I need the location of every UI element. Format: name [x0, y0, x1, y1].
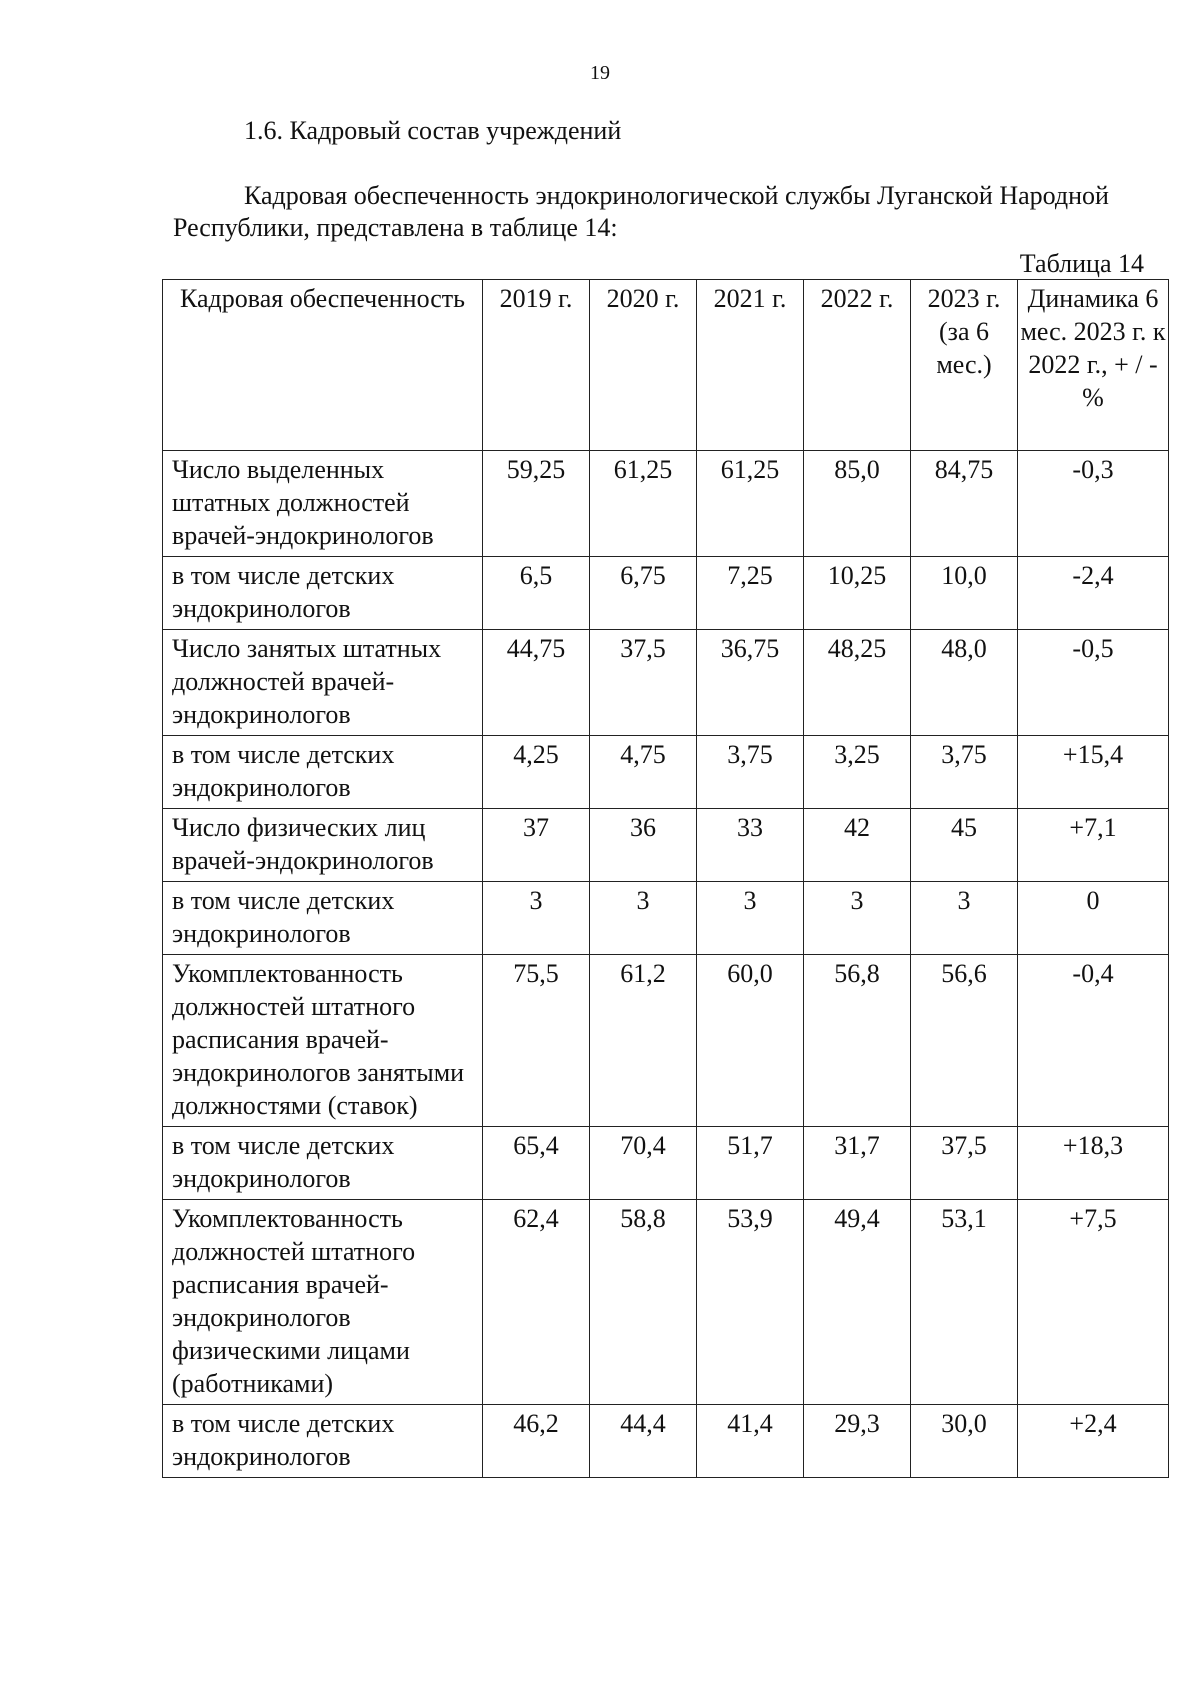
dynamics-cell: +15,4 — [1018, 736, 1169, 809]
value-cell: 84,75 — [911, 451, 1018, 557]
value-cell: 3 — [483, 882, 590, 955]
value-cell: 65,4 — [483, 1127, 590, 1200]
value-cell: 48,25 — [804, 630, 911, 736]
row-label: Укомплектованность должностей штатного расписания врачей-эндокринологов физическими лицами (работниками) — [163, 1200, 483, 1405]
table-row — [163, 882, 1169, 955]
dynamics-cell: -2,4 — [1018, 557, 1169, 630]
value-cell: 51,7 — [697, 1127, 804, 1200]
table-body — [163, 451, 1169, 1478]
value-cell: 85,0 — [804, 451, 911, 557]
row-label: Число выделенных штатных должностей врачей-эндокринологов — [163, 451, 483, 557]
value-cell: 33 — [697, 809, 804, 882]
value-cell: 37 — [483, 809, 590, 882]
value-cell: 36,75 — [697, 630, 804, 736]
header-2023-6-months: 2023 г. (за 6 мес.) — [911, 280, 1018, 451]
value-cell: 42 — [804, 809, 911, 882]
header-2020: 2020 г. — [590, 280, 697, 451]
table-row — [163, 1200, 1169, 1405]
header-2019: 2019 г. — [483, 280, 590, 451]
value-cell: 75,5 — [483, 955, 590, 1127]
dynamics-cell: -0,5 — [1018, 630, 1169, 736]
value-cell: 62,4 — [483, 1200, 590, 1405]
table-row — [163, 630, 1169, 736]
table-row — [163, 557, 1169, 630]
table-row — [163, 736, 1169, 809]
header-2021: 2021 г. — [697, 280, 804, 451]
value-cell: 61,25 — [590, 451, 697, 557]
table-row — [163, 451, 1169, 557]
row-label: в том числе детских эндокринологов — [163, 736, 483, 809]
table-header-row — [163, 280, 1169, 451]
row-label: в том числе детских эндокринологов — [163, 1405, 483, 1478]
value-cell: 49,4 — [804, 1200, 911, 1405]
value-cell: 56,8 — [804, 955, 911, 1127]
value-cell: 29,3 — [804, 1405, 911, 1478]
value-cell: 61,25 — [697, 451, 804, 557]
value-cell: 37,5 — [911, 1127, 1018, 1200]
value-cell: 70,4 — [590, 1127, 697, 1200]
value-cell: 10,0 — [911, 557, 1018, 630]
value-cell: 3,75 — [911, 736, 1018, 809]
header-indicator: Кадровая обеспеченность — [163, 280, 483, 451]
row-label: Число занятых штатных должностей врачей-эндокринологов — [163, 630, 483, 736]
table-caption: Таблица 14 — [1019, 249, 1144, 278]
value-cell: 60,0 — [697, 955, 804, 1127]
dynamics-cell: +7,5 — [1018, 1200, 1169, 1405]
dynamics-cell: +7,1 — [1018, 809, 1169, 882]
row-label: в том числе детских эндокринологов — [163, 557, 483, 630]
value-cell: 3 — [590, 882, 697, 955]
dynamics-cell: +18,3 — [1018, 1127, 1169, 1200]
value-cell: 46,2 — [483, 1405, 590, 1478]
value-cell: 3 — [911, 882, 1018, 955]
table-row — [163, 1127, 1169, 1200]
value-cell: 48,0 — [911, 630, 1018, 736]
header-2022: 2022 г. — [804, 280, 911, 451]
dynamics-cell: +2,4 — [1018, 1405, 1169, 1478]
value-cell: 61,2 — [590, 955, 697, 1127]
header-dynamics: Динамика 6 мес. 2023 г. к 2022 г., + / -% — [1018, 280, 1169, 451]
value-cell: 6,75 — [590, 557, 697, 630]
dynamics-cell: 0 — [1018, 882, 1169, 955]
value-cell: 53,1 — [911, 1200, 1018, 1405]
value-cell: 31,7 — [804, 1127, 911, 1200]
section-heading: 1.6. Кадровый состав учреждений — [244, 116, 622, 145]
value-cell: 4,25 — [483, 736, 590, 809]
value-cell: 56,6 — [911, 955, 1018, 1127]
value-cell: 58,8 — [590, 1200, 697, 1405]
row-label: Укомплектованность должностей штатного расписания врачей-эндокринологов занятыми должностями (ставок) — [163, 955, 483, 1127]
page-number: 19 — [590, 62, 610, 84]
value-cell: 36 — [590, 809, 697, 882]
value-cell: 6,5 — [483, 557, 590, 630]
table-row — [163, 809, 1169, 882]
row-label: в том числе детских эндокринологов — [163, 1127, 483, 1200]
intro-paragraph: Кадровая обеспеченность эндокринологической службы Луганской Народной Республики, представлена в таблице 14: — [173, 181, 1109, 242]
value-cell: 7,25 — [697, 557, 804, 630]
dynamics-cell: -0,3 — [1018, 451, 1169, 557]
value-cell: 41,4 — [697, 1405, 804, 1478]
value-cell: 3 — [804, 882, 911, 955]
staffing-table — [162, 279, 1169, 1478]
value-cell: 4,75 — [590, 736, 697, 809]
value-cell: 30,0 — [911, 1405, 1018, 1478]
value-cell: 3 — [697, 882, 804, 955]
value-cell: 53,9 — [697, 1200, 804, 1405]
value-cell: 3,75 — [697, 736, 804, 809]
value-cell: 3,25 — [804, 736, 911, 809]
row-label: в том числе детских эндокринологов — [163, 882, 483, 955]
dynamics-cell: -0,4 — [1018, 955, 1169, 1127]
value-cell: 44,4 — [590, 1405, 697, 1478]
value-cell: 10,25 — [804, 557, 911, 630]
value-cell: 45 — [911, 809, 1018, 882]
value-cell: 44,75 — [483, 630, 590, 736]
table-row — [163, 1405, 1169, 1478]
row-label: Число физических лиц врачей-эндокринологов — [163, 809, 483, 882]
value-cell: 59,25 — [483, 451, 590, 557]
table-row — [163, 955, 1169, 1127]
value-cell: 37,5 — [590, 630, 697, 736]
